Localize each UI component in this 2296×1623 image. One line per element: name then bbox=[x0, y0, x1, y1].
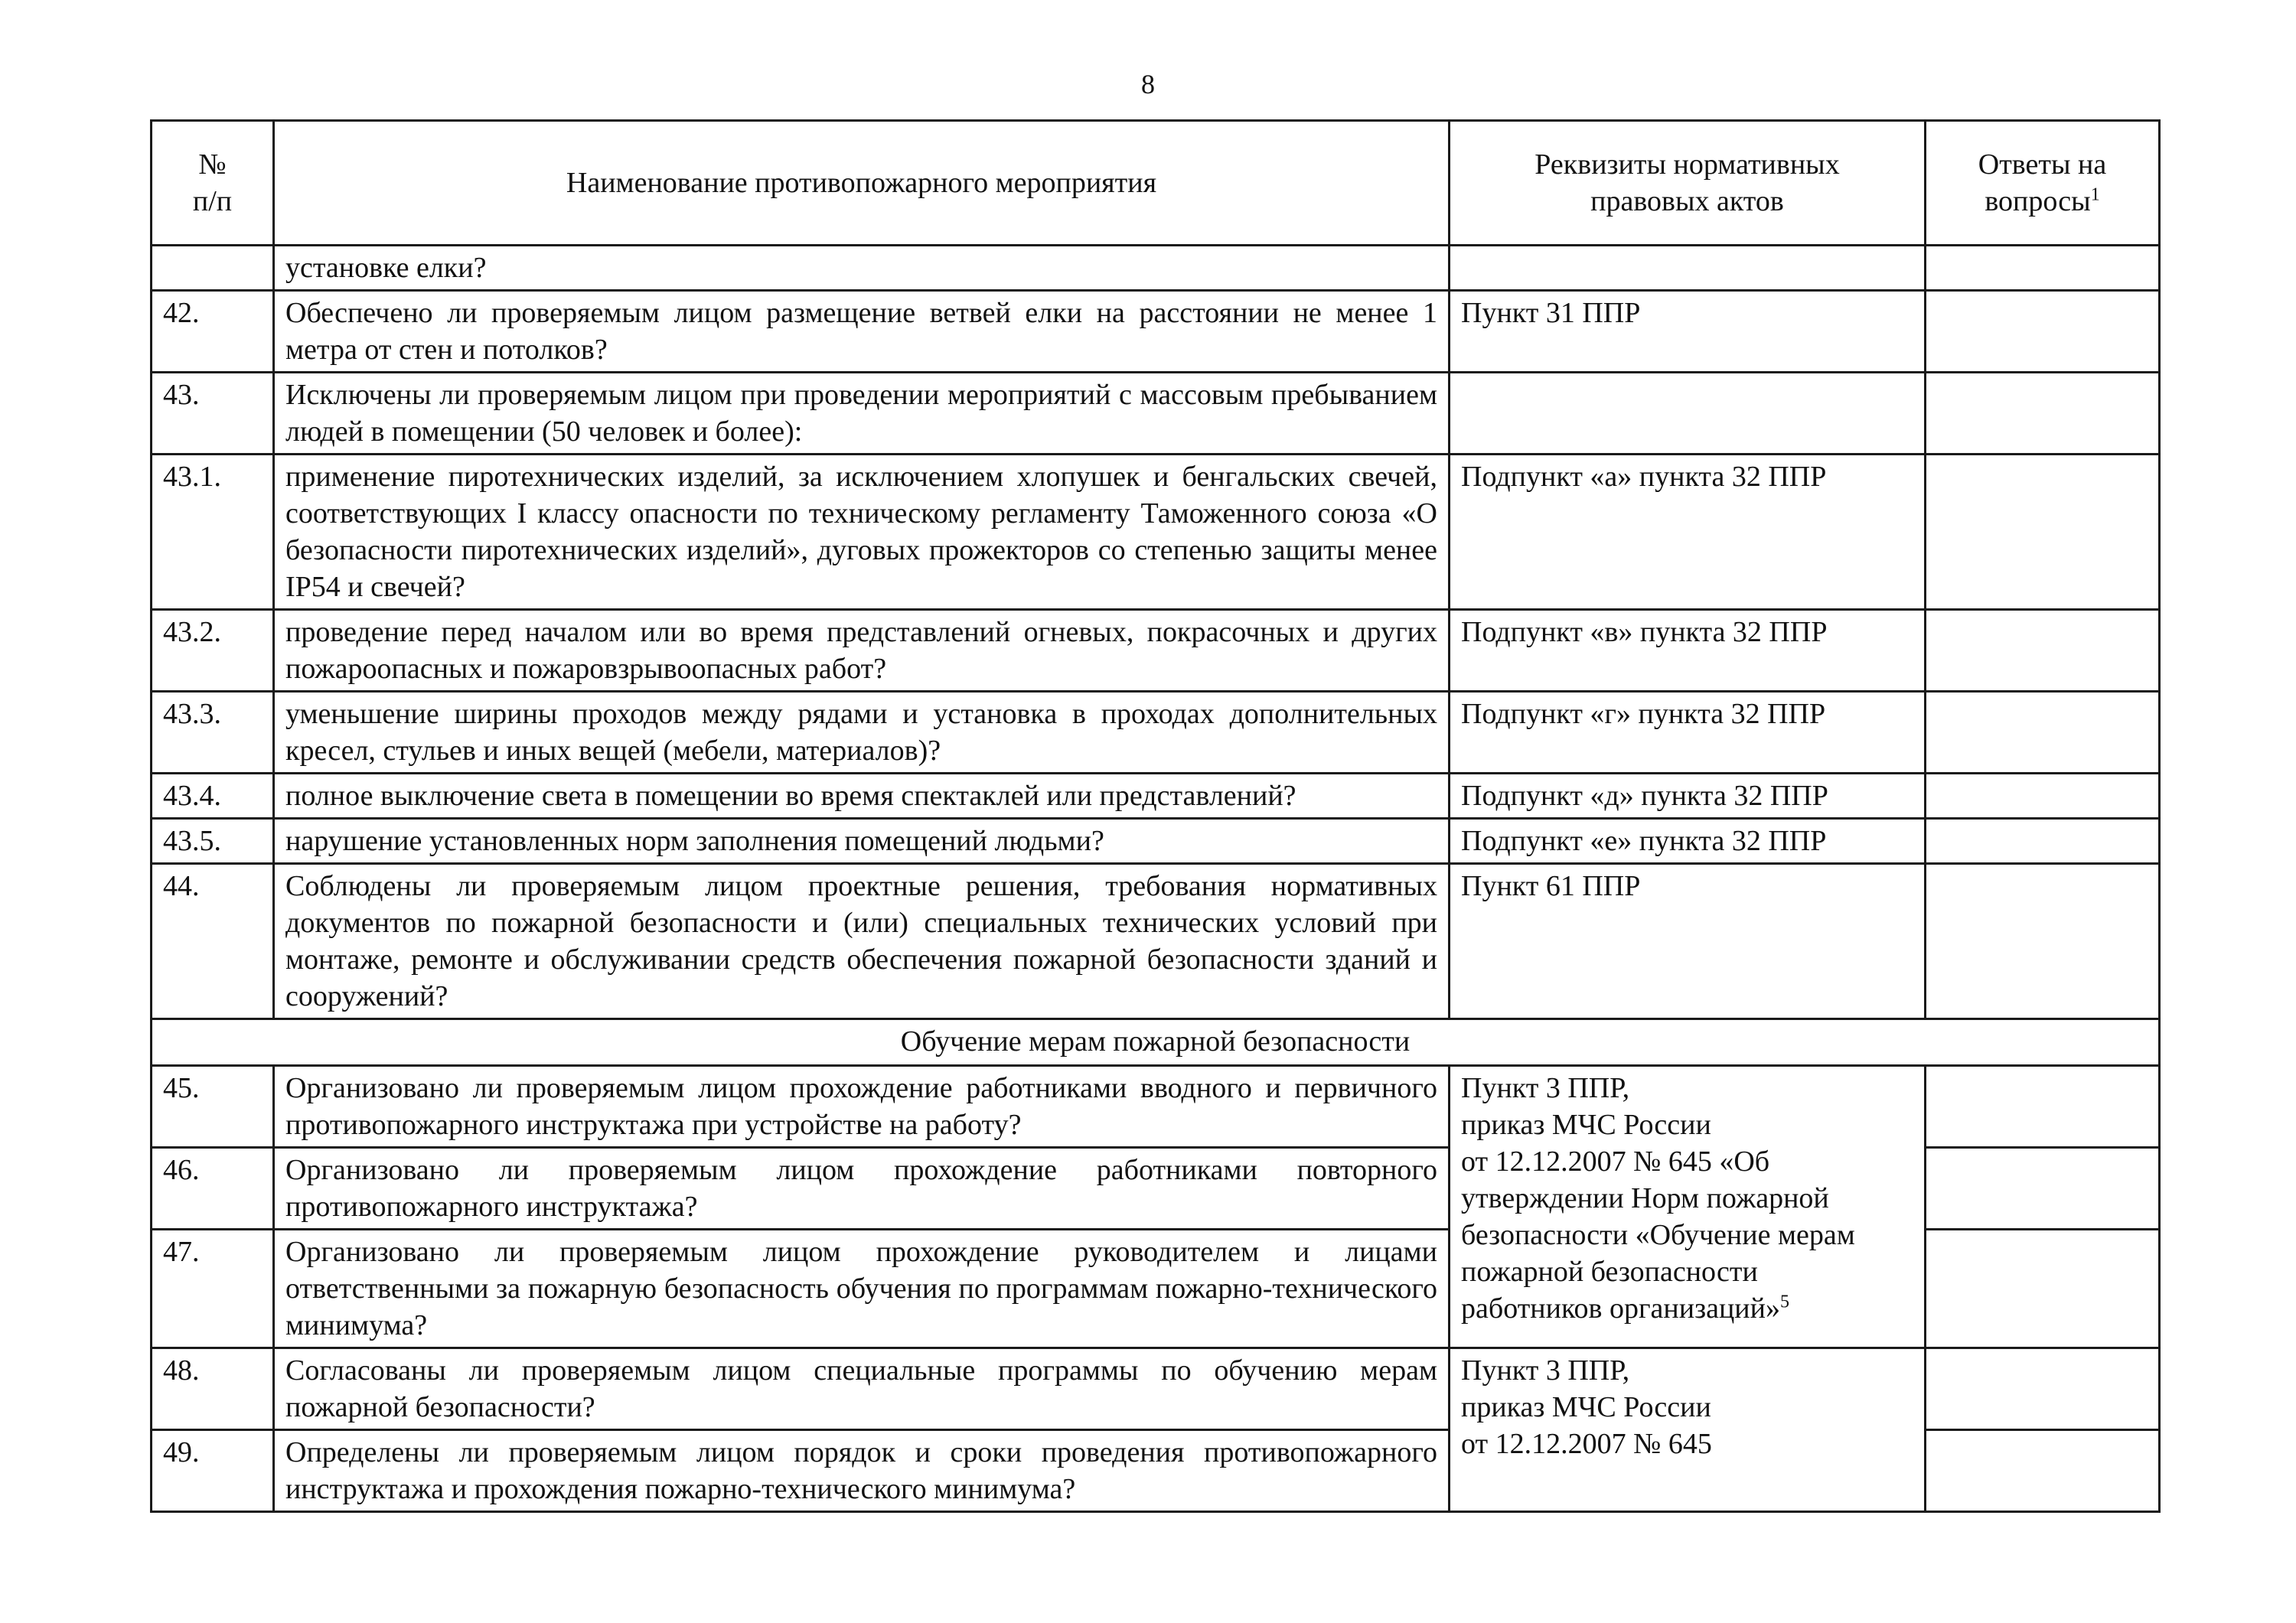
row-requisites: Подпункт «а» пункта 32 ППР bbox=[1450, 455, 1926, 610]
req-line: работников организаций» bbox=[1461, 1292, 1780, 1325]
req-line: приказ МЧС России bbox=[1461, 1109, 1711, 1141]
row-measure: установке елки? bbox=[274, 246, 1450, 291]
table-row bbox=[152, 610, 2160, 692]
table-row bbox=[152, 864, 2160, 1019]
req-line: от 12.12.2007 № 645 bbox=[1461, 1428, 1712, 1460]
header-ans-footnote: 1 bbox=[2090, 184, 2100, 205]
table-row bbox=[152, 774, 2160, 819]
row-answer-cell[interactable] bbox=[1926, 291, 2160, 373]
header-num bbox=[152, 121, 274, 246]
row-measure: Согласованы ли проверяемым лицом специальные программы по обучению мерам пожарной безопасности? bbox=[274, 1348, 1450, 1430]
row-number bbox=[152, 246, 274, 291]
row-answer-cell[interactable] bbox=[1926, 1066, 2160, 1148]
table-row bbox=[152, 1066, 2160, 1148]
section-title: Обучение мерам пожарной безопасности bbox=[152, 1019, 2160, 1066]
row-number: 43.2. bbox=[152, 610, 274, 692]
header-num-line1: № bbox=[198, 148, 227, 181]
table-row bbox=[152, 819, 2160, 864]
row-answer-cell[interactable] bbox=[1926, 1430, 2160, 1512]
req-line: безопасности «Обучение мерам bbox=[1461, 1219, 1855, 1251]
row-answer-cell[interactable] bbox=[1926, 864, 2160, 1019]
row-number: 47. bbox=[152, 1230, 274, 1348]
row-answer-cell[interactable] bbox=[1926, 455, 2160, 610]
row-requisites: Подпункт «е» пункта 32 ППР bbox=[1450, 819, 1926, 864]
table-row bbox=[152, 246, 2160, 291]
row-number: 43. bbox=[152, 373, 274, 455]
row-answer-cell[interactable] bbox=[1926, 1148, 2160, 1230]
row-number: 43.3. bbox=[152, 692, 274, 774]
header-req-line1: Реквизиты нормативных bbox=[1534, 148, 1840, 181]
row-number: 43.5. bbox=[152, 819, 274, 864]
row-measure: применение пиротехнических изделий, за исключением хлопушек и бенгальских свечей, соответствующих I классу опасности по техническому регламенту Таможенного союза «О безопасности пиротехнических изделий», дуговых прожекторов со степенью защиты менее IP54 и свечей? bbox=[274, 455, 1450, 610]
row-measure: Соблюдены ли проверяемым лицом проектные решения, требования нормативных документов по пожарной безопасности и (или) специальных технических условий при монтаже, ремонте и обслуживании средств обеспечения пожарной безопасности зданий и сооружений? bbox=[274, 864, 1450, 1019]
section-row bbox=[152, 1019, 2160, 1066]
header-name: Наименование противопожарного мероприятия bbox=[274, 121, 1450, 246]
row-answer-cell[interactable] bbox=[1926, 373, 2160, 455]
row-measure: нарушение установленных норм заполнения помещений людьми? bbox=[274, 819, 1450, 864]
req-line-last bbox=[1461, 1290, 1913, 1327]
group-requisites bbox=[1450, 1066, 1926, 1348]
req-footnote: 5 bbox=[1779, 1292, 1789, 1312]
table-row bbox=[152, 291, 2160, 373]
header-requisites bbox=[1450, 121, 1926, 246]
row-number: 49. bbox=[152, 1430, 274, 1512]
row-answer-cell[interactable] bbox=[1926, 1348, 2160, 1430]
table-row bbox=[152, 1348, 2160, 1430]
header-num-line2: п/п bbox=[192, 185, 233, 217]
row-number: 43.1. bbox=[152, 455, 274, 610]
page-number: 8 bbox=[1141, 69, 1155, 99]
req-line: утверждении Норм пожарной bbox=[1461, 1182, 1829, 1214]
header-ans-line1: Ответы на bbox=[1978, 148, 2107, 181]
row-number: 43.4. bbox=[152, 774, 274, 819]
row-number: 46. bbox=[152, 1148, 274, 1230]
table-row bbox=[152, 455, 2160, 610]
row-requisites bbox=[1450, 246, 1926, 291]
req-line: от 12.12.2007 № 645 «Об bbox=[1461, 1146, 1770, 1178]
row-requisites: Подпункт «г» пункта 32 ППР bbox=[1450, 692, 1926, 774]
row-requisites: Подпункт «в» пункта 32 ППР bbox=[1450, 610, 1926, 692]
row-answer-cell[interactable] bbox=[1926, 692, 2160, 774]
row-answer-cell[interactable] bbox=[1926, 819, 2160, 864]
row-answer-cell[interactable] bbox=[1926, 774, 2160, 819]
header-ans-line2 bbox=[1934, 183, 2151, 220]
row-measure: Исключены ли проверяемым лицом при проведении мероприятий с массовым пребыванием людей в помещении (50 человек и более): bbox=[274, 373, 1450, 455]
row-requisites: Пункт 61 ППР bbox=[1450, 864, 1926, 1019]
header-row bbox=[152, 121, 2160, 246]
row-measure: уменьшение ширины проходов между рядами и установка в проходах дополнительных кресел, стульев и иных вещей (мебели, материалов)? bbox=[274, 692, 1450, 774]
checklist-table bbox=[150, 119, 2161, 1513]
req-line: пожарной безопасности bbox=[1461, 1256, 1758, 1288]
req-line: Пункт 3 ППР, bbox=[1461, 1354, 1630, 1387]
row-number: 44. bbox=[152, 864, 274, 1019]
row-measure: Обеспечено ли проверяемым лицом размещение ветвей елки на расстоянии не менее 1 метра от стен и потолков? bbox=[274, 291, 1450, 373]
row-requisites: Пункт 31 ППР bbox=[1450, 291, 1926, 373]
table-row bbox=[152, 373, 2160, 455]
row-answer-cell[interactable] bbox=[1926, 246, 2160, 291]
row-answer-cell[interactable] bbox=[1926, 1230, 2160, 1348]
row-number: 42. bbox=[152, 291, 274, 373]
row-measure: полное выключение света в помещении во время спектаклей или представлений? bbox=[274, 774, 1450, 819]
row-measure: проведение перед началом или во время представлений огневых, покрасочных и других пожароопасных и пожаровзрывоопасных работ? bbox=[274, 610, 1450, 692]
header-ans-text: вопросы bbox=[1985, 185, 2091, 217]
row-answer-cell[interactable] bbox=[1926, 610, 2160, 692]
req-line: приказ МЧС России bbox=[1461, 1391, 1711, 1423]
row-measure: Определены ли проверяемым лицом порядок и сроки проведения противопожарного инструктажа и прохождения пожарно-технического минимума? bbox=[274, 1430, 1450, 1512]
table-row bbox=[152, 692, 2160, 774]
row-measure: Организовано ли проверяемым лицом прохождение руководителем и лицами ответственными за пожарную безопасность обучения по программам пожарно-технического минимума? bbox=[274, 1230, 1450, 1348]
row-measure: Организовано ли проверяемым лицом прохождение работниками вводного и первичного противопожарного инструктажа при устройстве на работу? bbox=[274, 1066, 1450, 1148]
header-req-line2: правовых актов bbox=[1590, 185, 1784, 217]
row-measure: Организовано ли проверяемым лицом прохождение работниками повторного противопожарного инструктажа? bbox=[274, 1148, 1450, 1230]
row-number: 48. bbox=[152, 1348, 274, 1430]
header-answers bbox=[1926, 121, 2160, 246]
req-line: Пункт 3 ППР, bbox=[1461, 1072, 1630, 1104]
row-number: 45. bbox=[152, 1066, 274, 1148]
row-requisites: Подпункт «д» пункта 32 ППР bbox=[1450, 774, 1926, 819]
group-requisites bbox=[1450, 1348, 1926, 1512]
row-requisites bbox=[1450, 373, 1926, 455]
